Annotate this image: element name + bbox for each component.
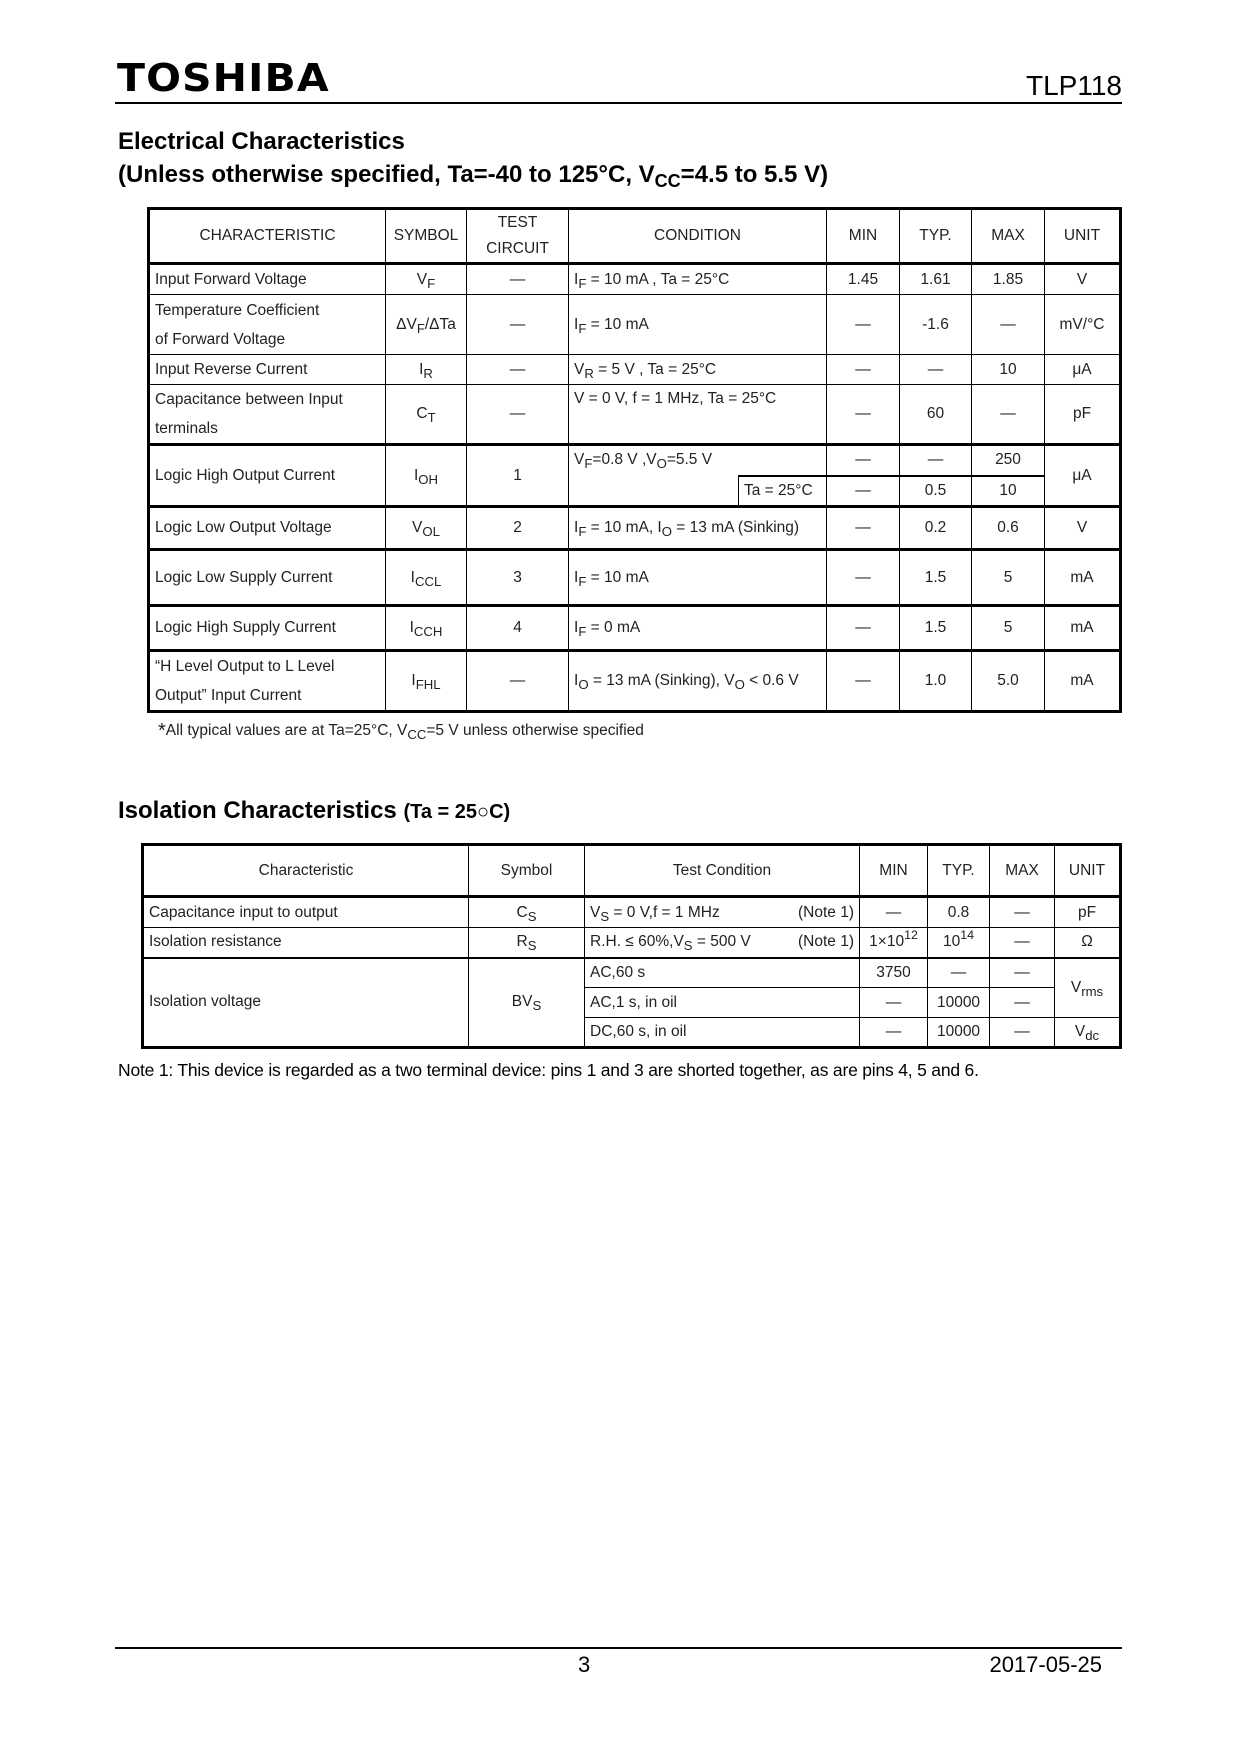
table-row bbox=[149, 651, 1121, 712]
condition-text: I bbox=[574, 568, 579, 586]
footnote-text: All typical values are at Ta=25°C, V bbox=[165, 722, 408, 739]
symbol-sub: S bbox=[532, 998, 542, 1014]
unit-cell: mA bbox=[1045, 651, 1121, 712]
col-max: MAX bbox=[990, 845, 1055, 897]
col-min: MIN bbox=[860, 845, 928, 897]
condition-sub: O bbox=[661, 524, 672, 539]
symbol-sub: F bbox=[416, 320, 425, 336]
characteristic-line-2: Output” Input Current bbox=[155, 687, 302, 704]
max-cell: — bbox=[990, 958, 1055, 988]
electrical-subtitle bbox=[118, 161, 828, 189]
unit-main: V bbox=[1070, 978, 1082, 996]
col-symbol: SYMBOL bbox=[386, 209, 467, 264]
condition-cell: AC,1 s, in oil bbox=[585, 988, 860, 1018]
test-circuit-cell: — bbox=[467, 651, 569, 712]
condition-sub: F bbox=[578, 320, 587, 336]
typ-exponent: 14 bbox=[960, 928, 975, 943]
min-cell: — bbox=[860, 988, 928, 1018]
max-cell: — bbox=[972, 295, 1045, 355]
toshiba-logo: TOSHIBA bbox=[117, 56, 330, 100]
max-cell: 10 bbox=[972, 476, 1045, 507]
condition-sub: F bbox=[584, 456, 593, 472]
test-circuit-cell: — bbox=[467, 385, 569, 445]
characteristic-cell: Isolation resistance bbox=[143, 928, 469, 958]
condition-text bbox=[590, 904, 720, 922]
max-cell: 0.6 bbox=[972, 507, 1045, 550]
col-typ: TYP. bbox=[928, 845, 990, 897]
condition-sub: F bbox=[578, 573, 587, 589]
symbol-main: I bbox=[419, 360, 424, 378]
symbol-main: BV bbox=[511, 993, 533, 1011]
condition-sub: F bbox=[578, 275, 587, 291]
symbol-main: I bbox=[411, 672, 416, 689]
max-cell: — bbox=[990, 1018, 1055, 1048]
symbol-sub: S bbox=[527, 938, 537, 954]
condition-text: V = 0 V, f = 1 MHz, Ta = 25°C bbox=[574, 390, 777, 407]
condition-sub: O bbox=[734, 677, 745, 692]
unit-cell: mV/°C bbox=[1045, 295, 1121, 355]
subtitle-text: (Unless otherwise specified, Ta=-40 to 125°C, V bbox=[118, 161, 655, 188]
test-circuit-cell: 1 bbox=[467, 445, 569, 507]
characteristic-cell: Logic Low Output Voltage bbox=[149, 507, 386, 550]
condition-cell bbox=[569, 507, 827, 550]
col-symbol: Symbol bbox=[469, 845, 585, 897]
min-cell: — bbox=[827, 606, 900, 651]
table-row bbox=[143, 928, 1121, 958]
condition-cell bbox=[569, 445, 827, 476]
condition-sub: R bbox=[584, 365, 594, 381]
symbol-sub: CCL bbox=[414, 573, 442, 589]
typ-cell: 10000 bbox=[928, 988, 990, 1018]
symbol-sub: CCH bbox=[413, 624, 443, 639]
typ-cell: — bbox=[900, 445, 972, 476]
min-cell bbox=[860, 928, 928, 958]
condition-text: = 10 mA , Ta = 25°C bbox=[586, 270, 730, 288]
min-cell: — bbox=[827, 295, 900, 355]
symbol-main: C bbox=[516, 903, 528, 921]
min-cell: — bbox=[827, 651, 900, 712]
part-number: TLP118 bbox=[1026, 70, 1122, 101]
characteristic-cell: Logic High Supply Current bbox=[149, 606, 386, 651]
condition-pre: R.H. ≤ 60%,V bbox=[590, 933, 684, 951]
characteristic-cell bbox=[149, 651, 386, 712]
condition-sub: S bbox=[600, 908, 610, 924]
condition-text: I bbox=[574, 315, 579, 333]
note-1: Note 1: This device is regarded as a two terminal device: pins 1 and 3 are shorted together, as are pins 4, 5 and 6. bbox=[118, 1060, 979, 1080]
table-row bbox=[149, 264, 1121, 295]
condition-cell bbox=[569, 264, 827, 295]
characteristic-cell: Input Forward Voltage bbox=[149, 264, 386, 295]
symbol-cell bbox=[386, 507, 467, 550]
min-cell: — bbox=[827, 445, 900, 476]
symbol-sub: S bbox=[527, 908, 537, 924]
characteristic-line-1: Capacitance between Input bbox=[155, 391, 343, 408]
condition-text: I bbox=[574, 672, 579, 689]
condition-text bbox=[590, 933, 751, 954]
condition-sub: O bbox=[578, 677, 589, 692]
table-row bbox=[149, 606, 1121, 651]
symbol-cell bbox=[469, 928, 585, 958]
condition-text: I bbox=[574, 519, 579, 536]
symbol-main: I bbox=[413, 466, 419, 484]
subtitle-text-post: =4.5 to 5.5 V) bbox=[680, 161, 829, 188]
typ-cell: 0.8 bbox=[928, 897, 990, 928]
typ-cell: 10000 bbox=[928, 1018, 990, 1048]
symbol-cell bbox=[386, 385, 467, 445]
condition-cell bbox=[585, 897, 860, 928]
symbol-sub: R bbox=[423, 365, 433, 381]
condition-sub: O bbox=[656, 456, 667, 472]
test-circuit-cell: 2 bbox=[467, 507, 569, 550]
condition-text: = 13 mA (Sinking), V bbox=[588, 672, 735, 689]
isolation-table bbox=[141, 843, 1122, 1049]
isolation-title bbox=[118, 797, 510, 826]
condition-text: I bbox=[574, 619, 579, 636]
unit-cell: pF bbox=[1055, 897, 1121, 928]
col-test-label-1: TEST bbox=[497, 214, 538, 231]
max-cell: 250 bbox=[972, 445, 1045, 476]
table-header-row bbox=[149, 209, 1121, 264]
condition-sub: F bbox=[578, 624, 587, 639]
table-row bbox=[149, 507, 1121, 550]
condition-text: < 0.6 V bbox=[744, 672, 799, 689]
condition-cell bbox=[569, 295, 827, 355]
unit-main: V bbox=[1074, 1023, 1086, 1040]
min-base: 1×10 bbox=[869, 933, 905, 951]
condition-text: = 13 mA (Sinking) bbox=[671, 519, 800, 536]
condition-cell bbox=[569, 550, 827, 606]
unit-cell: mA bbox=[1045, 550, 1121, 606]
test-circuit-cell: 4 bbox=[467, 606, 569, 651]
max-cell: 5 bbox=[972, 550, 1045, 606]
symbol-cell bbox=[386, 445, 467, 507]
max-cell: 5 bbox=[972, 606, 1045, 651]
typ-cell: 1.5 bbox=[900, 550, 972, 606]
unit-cell: Ω bbox=[1055, 928, 1121, 958]
unit-cell: μA bbox=[1045, 445, 1121, 507]
condition-sub: F bbox=[578, 524, 587, 539]
condition-cell bbox=[585, 928, 860, 958]
characteristic-cell bbox=[149, 295, 386, 355]
test-circuit-cell: — bbox=[467, 355, 569, 385]
unit-cell bbox=[1055, 1018, 1121, 1048]
condition-post: = 500 V bbox=[692, 933, 751, 951]
condition-cell bbox=[569, 385, 827, 445]
col-characteristic: CHARACTERISTIC bbox=[149, 209, 386, 264]
typical-values-footnote bbox=[158, 720, 644, 743]
table-header-row bbox=[143, 845, 1121, 897]
min-cell: — bbox=[860, 897, 928, 928]
condition-text: = 10 mA bbox=[586, 568, 649, 586]
symbol-cell bbox=[386, 295, 467, 355]
characteristic-line-1: Temperature Coefficient bbox=[155, 301, 320, 319]
col-test-circuit bbox=[467, 209, 569, 264]
symbol-main: R bbox=[516, 933, 528, 951]
condition-cell: AC,60 s bbox=[585, 958, 860, 988]
table-row bbox=[149, 550, 1121, 606]
condition-text: V bbox=[574, 451, 585, 469]
unit-cell: V bbox=[1045, 264, 1121, 295]
typ-cell: 0.5 bbox=[900, 476, 972, 507]
symbol-sub: T bbox=[427, 410, 436, 425]
condition-pre: V bbox=[590, 903, 601, 921]
min-cell: — bbox=[827, 385, 900, 445]
symbol-main: I bbox=[409, 619, 414, 636]
condition-text: V bbox=[574, 360, 585, 378]
col-unit: UNIT bbox=[1055, 845, 1121, 897]
symbol-cell bbox=[386, 355, 467, 385]
symbol-cell bbox=[386, 264, 467, 295]
condition-text: = 0 mA bbox=[586, 619, 641, 636]
unit-sub: dc bbox=[1085, 1028, 1100, 1043]
max-cell: — bbox=[990, 897, 1055, 928]
condition-cell bbox=[569, 651, 827, 712]
col-max: MAX bbox=[972, 209, 1045, 264]
characteristic-line-2: terminals bbox=[155, 420, 218, 437]
condition-text: I bbox=[574, 270, 579, 288]
condition-post: = 0 V,f = 1 MHz bbox=[609, 903, 720, 921]
symbol-cell bbox=[469, 958, 585, 1048]
footnote-sub: CC bbox=[407, 727, 427, 742]
test-circuit-cell: — bbox=[467, 264, 569, 295]
unit-cell bbox=[1055, 958, 1121, 1018]
table-row bbox=[149, 355, 1121, 385]
symbol-main: I bbox=[410, 568, 415, 586]
characteristic-cell: Input Reverse Current bbox=[149, 355, 386, 385]
electrical-title: Electrical Characteristics bbox=[118, 128, 405, 155]
col-min: MIN bbox=[827, 209, 900, 264]
symbol-post: /ΔTa bbox=[424, 315, 456, 333]
symbol-cell bbox=[386, 550, 467, 606]
characteristic-cell: Logic High Output Current bbox=[149, 445, 386, 507]
characteristic-cell: Capacitance input to output bbox=[143, 897, 469, 928]
symbol-cell bbox=[386, 606, 467, 651]
symbol-sub: FHL bbox=[415, 677, 441, 692]
document-date: 2017-05-25 bbox=[989, 1652, 1102, 1677]
typ-cell bbox=[928, 928, 990, 958]
symbol-main: V bbox=[412, 519, 423, 536]
characteristic-cell: Logic Low Supply Current bbox=[149, 550, 386, 606]
isolation-title-text: Isolation Characteristics bbox=[118, 797, 397, 824]
characteristic-cell bbox=[149, 385, 386, 445]
test-circuit-cell: 3 bbox=[467, 550, 569, 606]
symbol-main: C bbox=[416, 405, 428, 422]
max-cell: — bbox=[990, 928, 1055, 958]
col-characteristic: Characteristic bbox=[143, 845, 469, 897]
asterisk: * bbox=[158, 720, 166, 742]
header-rule bbox=[115, 102, 1122, 104]
condition-text: = 10 mA bbox=[586, 315, 649, 333]
subtitle-sub: CC bbox=[654, 171, 681, 191]
symbol-cell bbox=[469, 897, 585, 928]
typ-cell: — bbox=[928, 958, 990, 988]
condition-text: =0.8 V ,V bbox=[592, 451, 657, 469]
min-cell: — bbox=[827, 476, 900, 507]
min-exponent: 12 bbox=[904, 928, 918, 943]
condition-text: = 5 V , Ta = 25°C bbox=[593, 360, 717, 378]
typ-base: 10 bbox=[942, 933, 961, 951]
min-cell: — bbox=[827, 355, 900, 385]
symbol-main: ΔV bbox=[396, 315, 417, 333]
sub-condition-cell: Ta = 25°C bbox=[739, 476, 827, 507]
test-circuit-cell: — bbox=[467, 295, 569, 355]
max-cell: — bbox=[972, 385, 1045, 445]
table-row bbox=[149, 445, 1121, 476]
table-row bbox=[143, 958, 1121, 988]
footnote-text-post: =5 V unless otherwise specified bbox=[426, 722, 644, 739]
col-unit: UNIT bbox=[1045, 209, 1121, 264]
characteristic-line-2: of Forward Voltage bbox=[155, 330, 286, 348]
max-cell: — bbox=[990, 988, 1055, 1018]
electrical-table bbox=[147, 207, 1122, 713]
unit-cell: μA bbox=[1045, 355, 1121, 385]
note-ref: (Note 1) bbox=[798, 903, 855, 921]
condition-cell bbox=[569, 606, 827, 651]
typ-cell: 1.5 bbox=[900, 606, 972, 651]
typ-cell: -1.6 bbox=[900, 295, 972, 355]
typ-cell: 60 bbox=[900, 385, 972, 445]
condition-spacer bbox=[569, 476, 739, 507]
unit-cell: mA bbox=[1045, 606, 1121, 651]
page-number: 3 bbox=[578, 1652, 591, 1677]
footer-rule bbox=[115, 1647, 1122, 1649]
condition-cell bbox=[569, 355, 827, 385]
table-row bbox=[149, 295, 1121, 355]
col-test-condition: Test Condition bbox=[585, 845, 860, 897]
col-typ: TYP. bbox=[900, 209, 972, 264]
table-row bbox=[149, 385, 1121, 445]
condition-text: =5.5 V bbox=[666, 451, 713, 469]
unit-sub: rms bbox=[1081, 983, 1104, 999]
symbol-sub: OL bbox=[422, 524, 440, 539]
note-ref: (Note 1) bbox=[798, 933, 855, 951]
condition-cell: DC,60 s, in oil bbox=[585, 1018, 860, 1048]
symbol-main: V bbox=[416, 270, 428, 288]
symbol-sub: F bbox=[427, 275, 436, 291]
symbol-cell bbox=[386, 651, 467, 712]
condition-sub: S bbox=[683, 938, 693, 954]
col-condition: CONDITION bbox=[569, 209, 827, 264]
max-cell: 5.0 bbox=[972, 651, 1045, 712]
characteristic-line-1: “H Level Output to L Level bbox=[155, 658, 335, 675]
unit-cell: pF bbox=[1045, 385, 1121, 445]
min-cell: 3750 bbox=[860, 958, 928, 988]
min-cell: — bbox=[860, 1018, 928, 1048]
typ-cell: 0.2 bbox=[900, 507, 972, 550]
max-cell: 1.85 bbox=[972, 264, 1045, 295]
max-cell: 10 bbox=[972, 355, 1045, 385]
table-row bbox=[143, 897, 1121, 928]
isolation-title-cond: (Ta = 25○C) bbox=[403, 801, 511, 823]
characteristic-cell: Isolation voltage bbox=[143, 958, 469, 1048]
min-cell: 1.45 bbox=[827, 264, 900, 295]
typ-cell: 1.0 bbox=[900, 651, 972, 712]
min-cell: — bbox=[827, 507, 900, 550]
min-cell: — bbox=[827, 550, 900, 606]
unit-cell: V bbox=[1045, 507, 1121, 550]
condition-text: = 10 mA, I bbox=[586, 519, 662, 536]
symbol-sub: OH bbox=[418, 471, 439, 487]
typ-cell: — bbox=[900, 355, 972, 385]
col-test-label-2: CIRCUIT bbox=[486, 240, 549, 257]
typ-cell: 1.61 bbox=[900, 264, 972, 295]
